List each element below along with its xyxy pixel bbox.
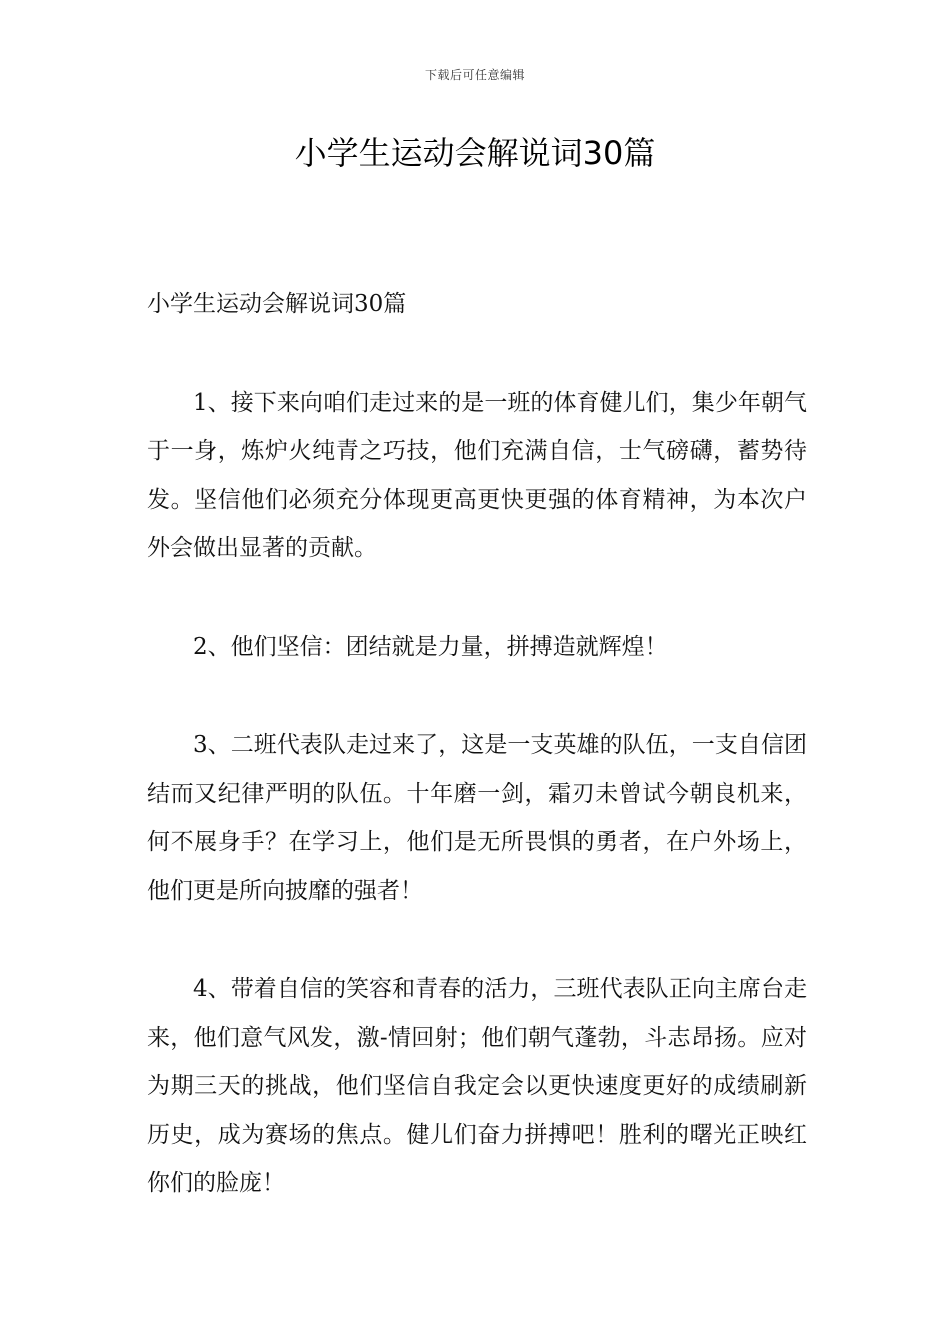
document-title: 小学生运动会解说词30篇: [294, 134, 656, 172]
paragraph-2: 2、他们坚信：团结就是力量，拼搏造就辉煌！: [193, 633, 668, 660]
header-note: 下载后可任意编辑: [424, 68, 525, 82]
document-body: [147, 280, 807, 1258]
paragraph-1: 1、接下来向咱们走过来的是一班的体育健儿们，集少年朝气于一身，炼炉火纯青之巧技，他们充满自信，士气磅礴，蓄势待发。坚信他们必须充分体现更高更快更强的体育精神，为本次户外会做出显著的贡献。: [147, 389, 807, 561]
paragraph-4: 4、带着自信的笑容和青春的活力，三班代表队正向主席台走来，他们意气风发，激-情回射；他们朝气蓬勃，斗志昂扬。应对为期三天的挑战，他们坚信自我定会以更快速度更好的成绩刷新历史，成为赛场的焦点。健儿们奋力拼搏吧！胜利的曙光正映红你们的脸庞！: [147, 976, 807, 1196]
document-subtitle: 小学生运动会解说词30篇: [147, 291, 407, 317]
paragraph-3: 3、二班代表队走过来了，这是一支英雄的队伍，一支自信团结而又纪律严明的队伍。十年磨一剑，霜刃未曾试今朝良机来，何不展身手？在学习上，他们是无所畏惧的勇者，在户外场上，他们更是所向披靡的强者！: [147, 732, 807, 904]
